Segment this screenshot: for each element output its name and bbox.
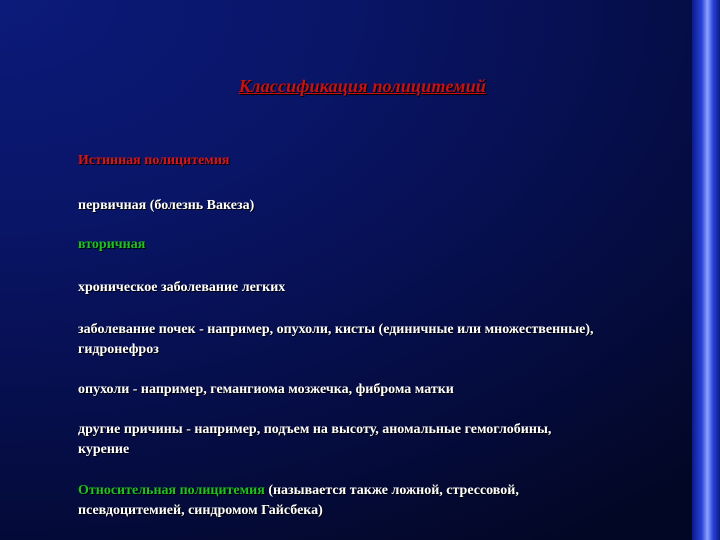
item-relative-polycythemia [78,481,598,521]
item-chronic-lung-disease: хроническое заболевание легких [78,280,286,295]
item-other-causes: другие причины - например, подъем на высоту, аномальные гемоглобины, курение [78,422,552,457]
relative-polycythemia-heading: Относительная полицитемия [78,483,265,498]
item-primary: первичная (болезнь Вакеза) [78,198,255,213]
item-kidney-disease: заболевание почек - например, опухоли, кисты (единичные или множественные), гидронефроз [78,322,594,357]
item-tumors: опухоли - например, гемангиома мозжечка, фиброма матки [78,382,454,397]
slide-title: Классификация полицитемий [238,76,487,96]
heading-true-polycythemia: Истинная полицитемия [78,153,230,168]
relative-polycythemia-description: (называется также ложной, стрессовой, псевдоцитемией, синдромом Гайсбека) [78,483,519,518]
heading-secondary: вторичная [78,237,146,252]
